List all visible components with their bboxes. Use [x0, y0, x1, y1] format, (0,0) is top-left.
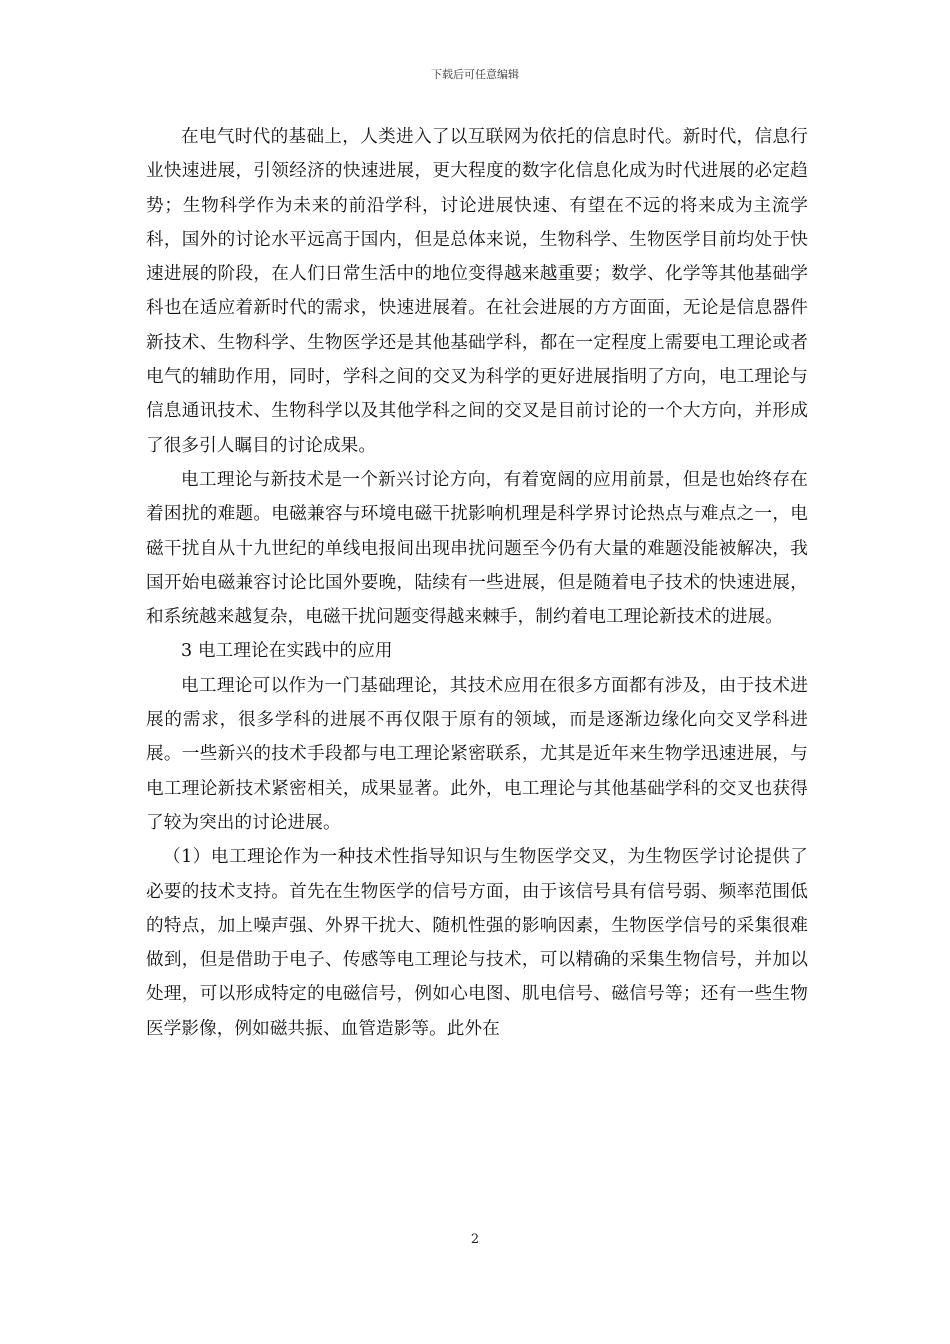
paragraph-applications: 电工理论可以作为一门基础理论，其技术应用在很多方面都有涉及，由于技术进展的需求，很多学科的进展不再仅限于原有的领域，而是逐渐边缘化向交叉学科进展。一些新兴的技术手段都与电工理论紧密联系，尤其是近年来生物学迅速进展，与电工理论新技术紧密相关，成果显著。此外，电工理论与其他基础学科的交叉也获得了较为突出的讨论进展。	[146, 675, 808, 833]
page-number: 2	[470, 1232, 480, 1247]
paragraph-new-technology: 电工理论与新技术是一个新兴讨论方向，有着宽阔的应用前景，但是也始终存在着困扰的难题。电磁兼容与环境电磁干扰影响机理是科学界讨论热点与难点之一，电磁干扰自从十九世纪的单线电报间出现串扰问题至今仍有大量的难题没能被解决，我国开始电磁兼容讨论比国外要晚，陆续有一些进展，但是随着电子技术的快速进展，和系统越来越复杂，电磁干扰问题变得越来棘手，制约着电工理论新技术的进展。	[146, 469, 808, 628]
document-body	[146, 120, 808, 1046]
paragraph-information-era: 在电气时代的基础上，人类进入了以互联网为依托的信息时代。新时代，信息行业快速进展，引领经济的快速进展，更大程度的数字化信息化成为时代进展的必定趋势；生物科学作为未来的前沿学科，讨论进展快速、有望在不远的将来成为主流学科，国外的讨论水平远高于国内，但是总体来说，生物科学、生物医学目前均处于快速进展的阶段，在人们日常生活中的地位变得越来越重要；数学、化学等其他基础学科也在适应着新时代的需求，快速进展着。在社会进展的方方面面，无论是信息器件新技术、生物科学、生物医学还是其他基础学科，都在一定程度上需要电工理论或者电气的辅助作用，同时，学科之间的交叉为科学的更好进展指明了方向，电工理论与信息通讯技术、生物科学以及其他学科之间的交叉是目前讨论的一个大方向，并形成了很多引人瞩目的讨论成果。	[146, 127, 808, 456]
section-heading: 3 电工理论在实践中的应用	[181, 641, 393, 662]
page-header: 下载后可任意编辑	[431, 68, 519, 81]
paragraph-item-1: （1）电工理论作为一种技术性指导知识与生物医学交叉，为生物医学讨论提供了必要的技术支持。首先在生物医学的信号方面，由于该信号具有信号弱、频率范围低的特点，加上噪声强、外界干扰大、随机性强的影响因素，生物医学信号的采集很难做到，但是借助于电子、传感等电工理论与技术，可以精确的采集生物信号，并加以处理，可以形成特定的电磁信号，例如心电图、肌电信号、磁信号等；还有一些生物医学影像，例如磁共振、血管造影等。此外在	[146, 847, 808, 1039]
